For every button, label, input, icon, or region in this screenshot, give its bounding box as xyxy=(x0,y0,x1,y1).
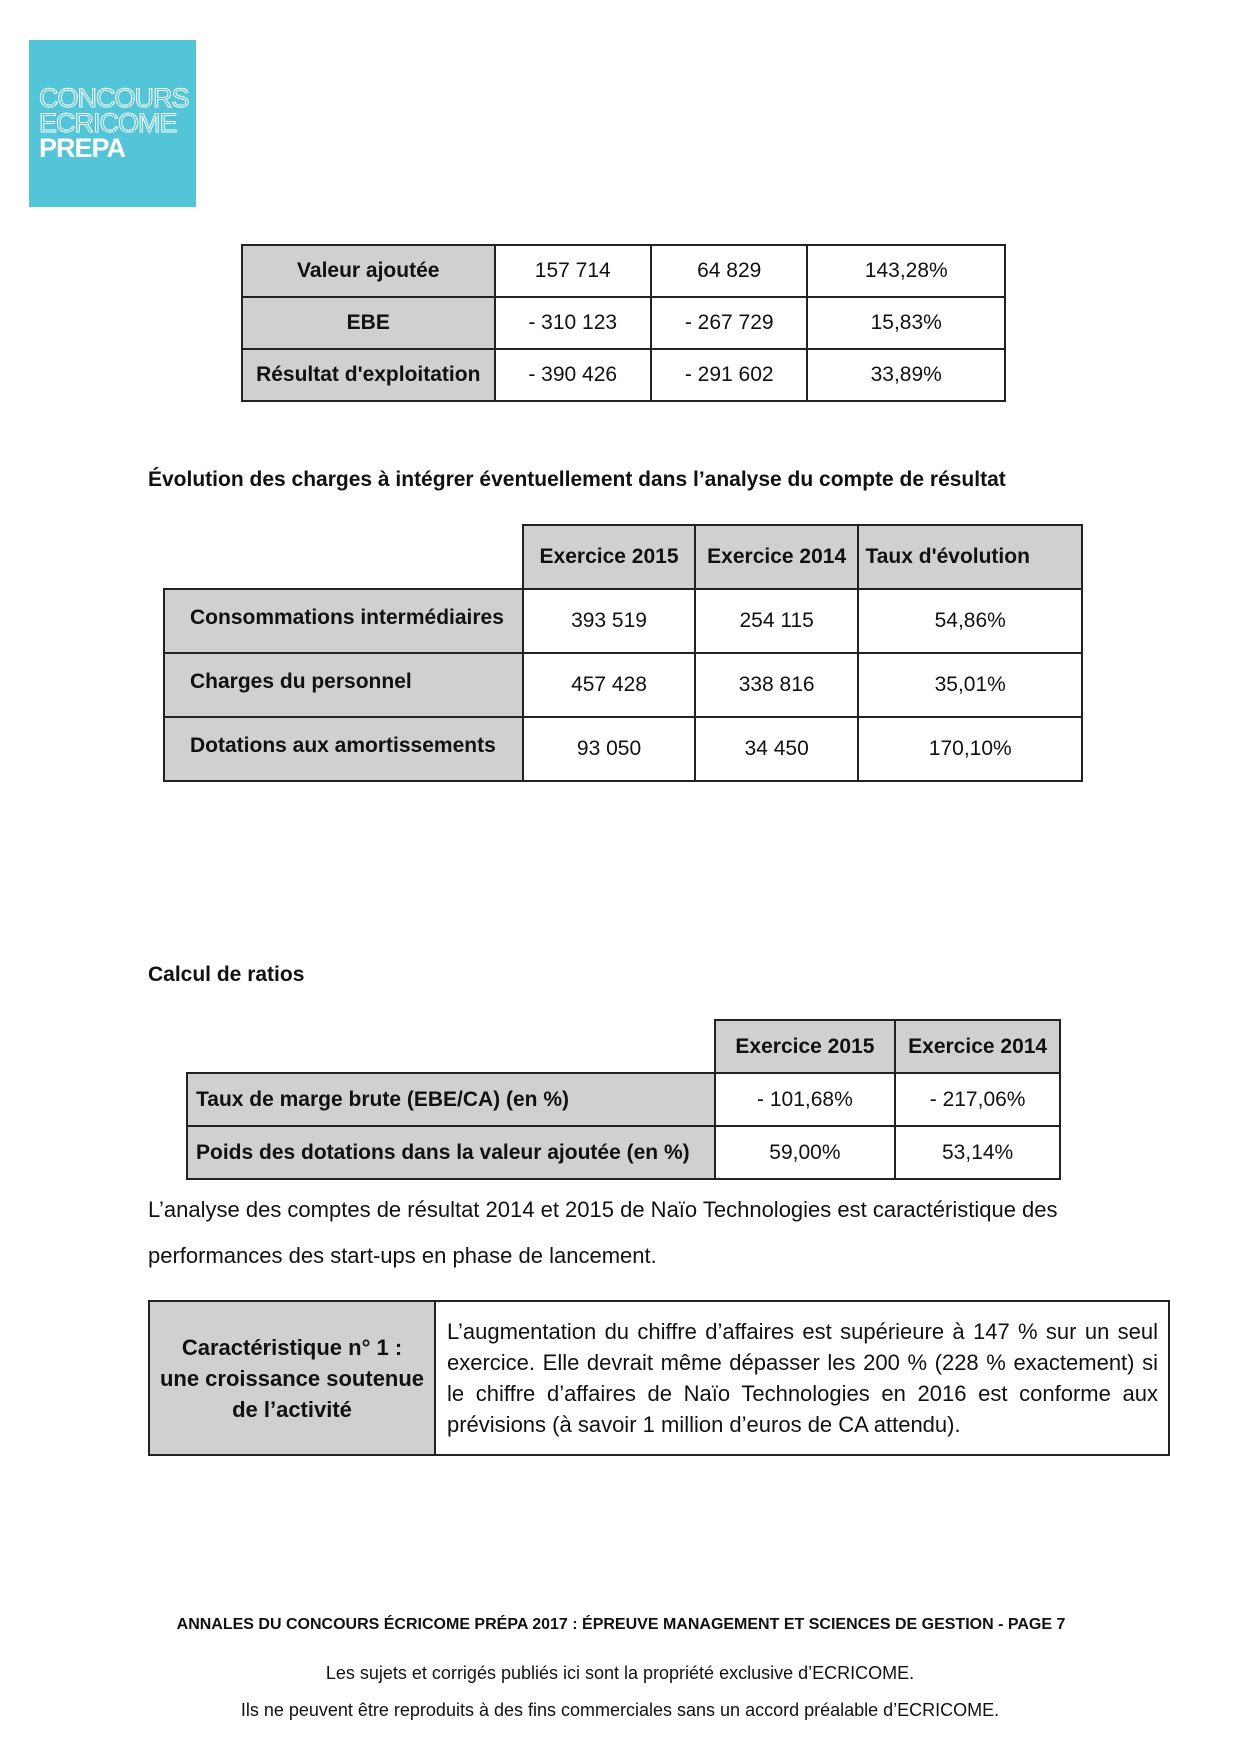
charges-section-title: Évolution des charges à intégrer éventuellement dans l’analyse du compte de résultat xyxy=(148,468,1006,491)
evolution-rate: 143,28% xyxy=(807,245,1005,297)
value-2015: 157 714 xyxy=(495,245,651,297)
row-label: Consommations intermédiaires xyxy=(164,589,523,653)
value-2014: 254 115 xyxy=(695,589,859,653)
label-line: une croissance soutenue xyxy=(159,1365,425,1391)
value-2014: 53,14% xyxy=(895,1126,1060,1179)
value-2014: 64 829 xyxy=(651,245,807,297)
logo-line-concours: CONCOURS xyxy=(39,83,189,113)
ratios-table xyxy=(186,1019,1061,1180)
header-2015: Exercice 2015 xyxy=(715,1020,896,1073)
footer-title: ANNALES DU CONCOURS ÉCRICOME PRÉPA 2017 : ÉPREUVE MANAGEMENT ET SCIENCES DE GESTION - PAGE 7 xyxy=(176,1616,1066,1633)
header-2015: Exercice 2015 xyxy=(523,525,695,589)
table-row xyxy=(164,717,1082,781)
table-row xyxy=(242,349,1005,401)
logo-line-prepa: PREPA xyxy=(39,133,126,163)
value-2014: 338 816 xyxy=(695,653,859,717)
value-2014: - 217,06% xyxy=(895,1073,1060,1126)
header-row xyxy=(164,525,1082,589)
table-row xyxy=(187,1126,1060,1179)
table-row xyxy=(242,297,1005,349)
value-2015: - 101,68% xyxy=(715,1073,896,1126)
charges-table xyxy=(163,524,1083,782)
table-row xyxy=(149,1301,1169,1455)
value-2015: 393 519 xyxy=(523,589,695,653)
table-row xyxy=(242,245,1005,297)
evolution-rate: 15,83% xyxy=(807,297,1005,349)
ecricome-logo xyxy=(29,40,196,207)
ratios-section-title: Calcul de ratios xyxy=(148,963,305,986)
value-2015: 59,00% xyxy=(715,1126,896,1179)
value-2015: - 390 426 xyxy=(495,349,651,401)
footer-copyright-line2: Ils ne peuvent être reproduits à des fins commerciales sans un accord préalable d’ECRICOME. xyxy=(240,1700,1000,1720)
table-row xyxy=(164,653,1082,717)
logo-line-ecricome: ECRICOME xyxy=(39,108,177,138)
analysis-paragraph: L’analyse des comptes de résultat 2014 et 2015 de Naïo Technologies est caractéristique des performances des start-ups en phase de lancement. xyxy=(148,1197,1058,1268)
value-2015: 93 050 xyxy=(523,717,695,781)
evolution-rate: 170,10% xyxy=(858,717,1082,781)
caracteristique-text: L’augmentation du chiffre d’affaires est supérieure à 147 % sur un seul exercice. Elle devrait même dépasser les 200 % (228 % exactement) si le chiffre d’affaires de Naïo Technologies en 2016 est conforme aux prévisions (à savoir 1 million d’euros de CA attendu). xyxy=(435,1301,1169,1455)
header-2014: Exercice 2014 xyxy=(695,525,859,589)
results-table xyxy=(241,244,1006,402)
row-label: Poids des dotations dans la valeur ajoutée (en %) xyxy=(187,1126,715,1179)
evolution-rate: 35,01% xyxy=(858,653,1082,717)
row-label: Dotations aux amortissements xyxy=(164,717,523,781)
label-line: Caractéristique n° 1 : xyxy=(181,1334,403,1360)
footer-copyright-line1: Les sujets et corrigés publiés ici sont la propriété exclusive d’ECRICOME. xyxy=(325,1663,915,1683)
table-row xyxy=(164,589,1082,653)
value-2014: 34 450 xyxy=(695,717,859,781)
row-label: EBE xyxy=(242,297,495,349)
header-2014: Exercice 2014 xyxy=(895,1020,1060,1073)
row-label: Taux de marge brute (EBE/CA) (en %) xyxy=(187,1073,715,1126)
row-label: Charges du personnel xyxy=(164,653,523,717)
evolution-rate: 33,89% xyxy=(807,349,1005,401)
value-2015: 457 428 xyxy=(523,653,695,717)
empty-corner xyxy=(187,1020,715,1073)
evolution-rate: 54,86% xyxy=(858,589,1082,653)
header-row xyxy=(187,1020,1060,1073)
label-line: de l’activité xyxy=(232,1396,352,1422)
caracteristique-label xyxy=(149,1301,435,1455)
empty-corner xyxy=(164,525,523,589)
header-evolution: Taux d'évolution xyxy=(858,525,1082,589)
caracteristique-table xyxy=(148,1300,1170,1456)
row-label: Valeur ajoutée xyxy=(242,245,495,297)
row-label: Résultat d'exploitation xyxy=(242,349,495,401)
value-2014: - 267 729 xyxy=(651,297,807,349)
value-2015: - 310 123 xyxy=(495,297,651,349)
table-row xyxy=(187,1073,1060,1126)
value-2014: - 291 602 xyxy=(651,349,807,401)
